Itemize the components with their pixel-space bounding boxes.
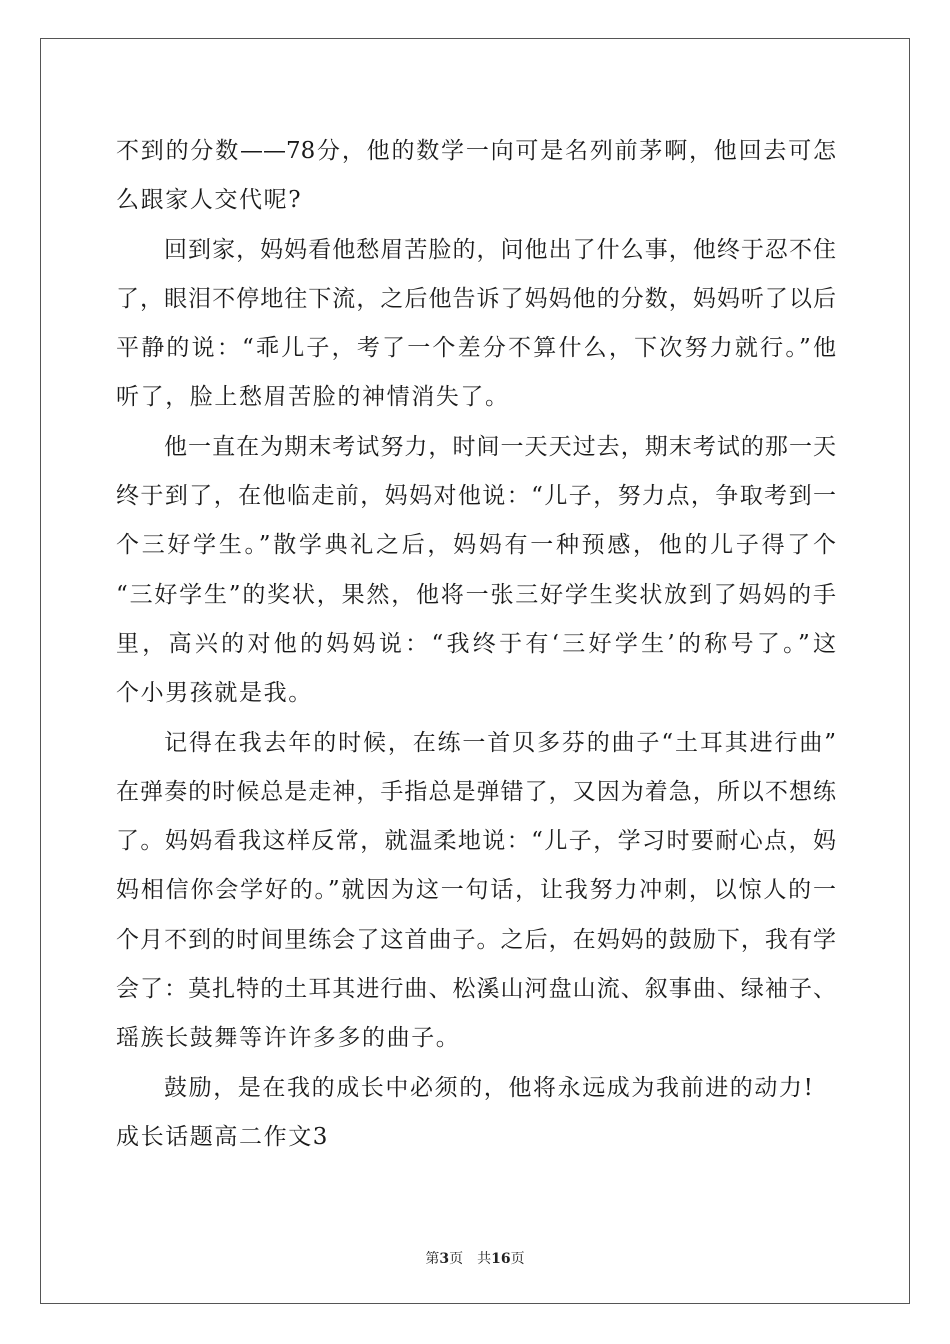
text-line: 听了，脸上愁眉苦脸的神情消失了。	[116, 384, 510, 411]
text-line: 里，高兴的对他的妈妈说：“我终于有‘三好学生’的称号了。”这	[116, 630, 836, 657]
text-line: 终于到了，在他临走前，妈妈对他说：“儿子，努力点，争取考到一	[116, 483, 836, 510]
text-line: 了。妈妈看我这样反常，就温柔地说：“儿子，学习时要耐心点，妈	[116, 828, 836, 855]
text-line: 他一直在为期末考试努力，时间一天天过去，期末考试的那一天	[164, 433, 836, 460]
total-page-count: 16	[491, 1251, 511, 1267]
text-line: 在弹奏的时候总是走神，手指总是弹错了，又因为着急，所以不想练	[116, 778, 836, 805]
page-number-suffix: 页	[449, 1251, 464, 1267]
section-heading: 成长话题高二作文3	[116, 1123, 330, 1150]
text-line: 不到的分数——78分，他的数学一向可是名列前茅啊，他回去可怎	[116, 138, 836, 164]
text-line: 个小男孩就是我。	[116, 680, 313, 707]
text-line: 平静的说：“乖儿子，考了一个差分不算什么，下次努力就行。”他	[116, 335, 836, 362]
text-line: 鼓励，是在我的成长中必须的，他将永远成为我前进的动力!	[164, 1074, 815, 1101]
text-line: 会了：莫扎特的土耳其进行曲、松溪山河盘山流、叙事曲、绿袖子、	[116, 976, 836, 1003]
text-line: “三好学生”的奖状，果然，他将一张三好学生奖状放到了妈妈的手	[116, 581, 836, 608]
total-pages-suffix: 页	[510, 1251, 525, 1267]
text-line: 记得在我去年的时候，在练一首贝多芬的曲子“土耳其进行曲”	[164, 729, 836, 756]
text-line: 瑶族长鼓舞等许许多多的曲子。	[116, 1025, 461, 1052]
text-line: 个三好学生。”散学典礼之后，妈妈有一种预感，他的儿子得了个	[116, 532, 836, 559]
text-line: 回到家，妈妈看他愁眉苦脸的，问他出了什么事，他终于忍不住	[164, 236, 836, 263]
current-page-number: 3	[439, 1251, 450, 1267]
text-line: 个月不到的时间里练会了这首曲子。之后，在妈妈的鼓励下，我有学	[116, 926, 836, 953]
text-line: 了，眼泪不停地往下流，之后他告诉了妈妈他的分数，妈妈听了以后	[116, 285, 836, 312]
text-line: 么跟家人交代呢?	[116, 187, 303, 214]
page-number-prefix: 第	[425, 1251, 440, 1267]
total-pages-prefix: 共	[477, 1251, 492, 1267]
page-footer	[0, 1248, 950, 1268]
text-line: 妈相信你会学好的。”就因为这一句话，让我努力冲刺，以惊人的一	[116, 877, 836, 904]
document-body	[116, 127, 836, 1162]
